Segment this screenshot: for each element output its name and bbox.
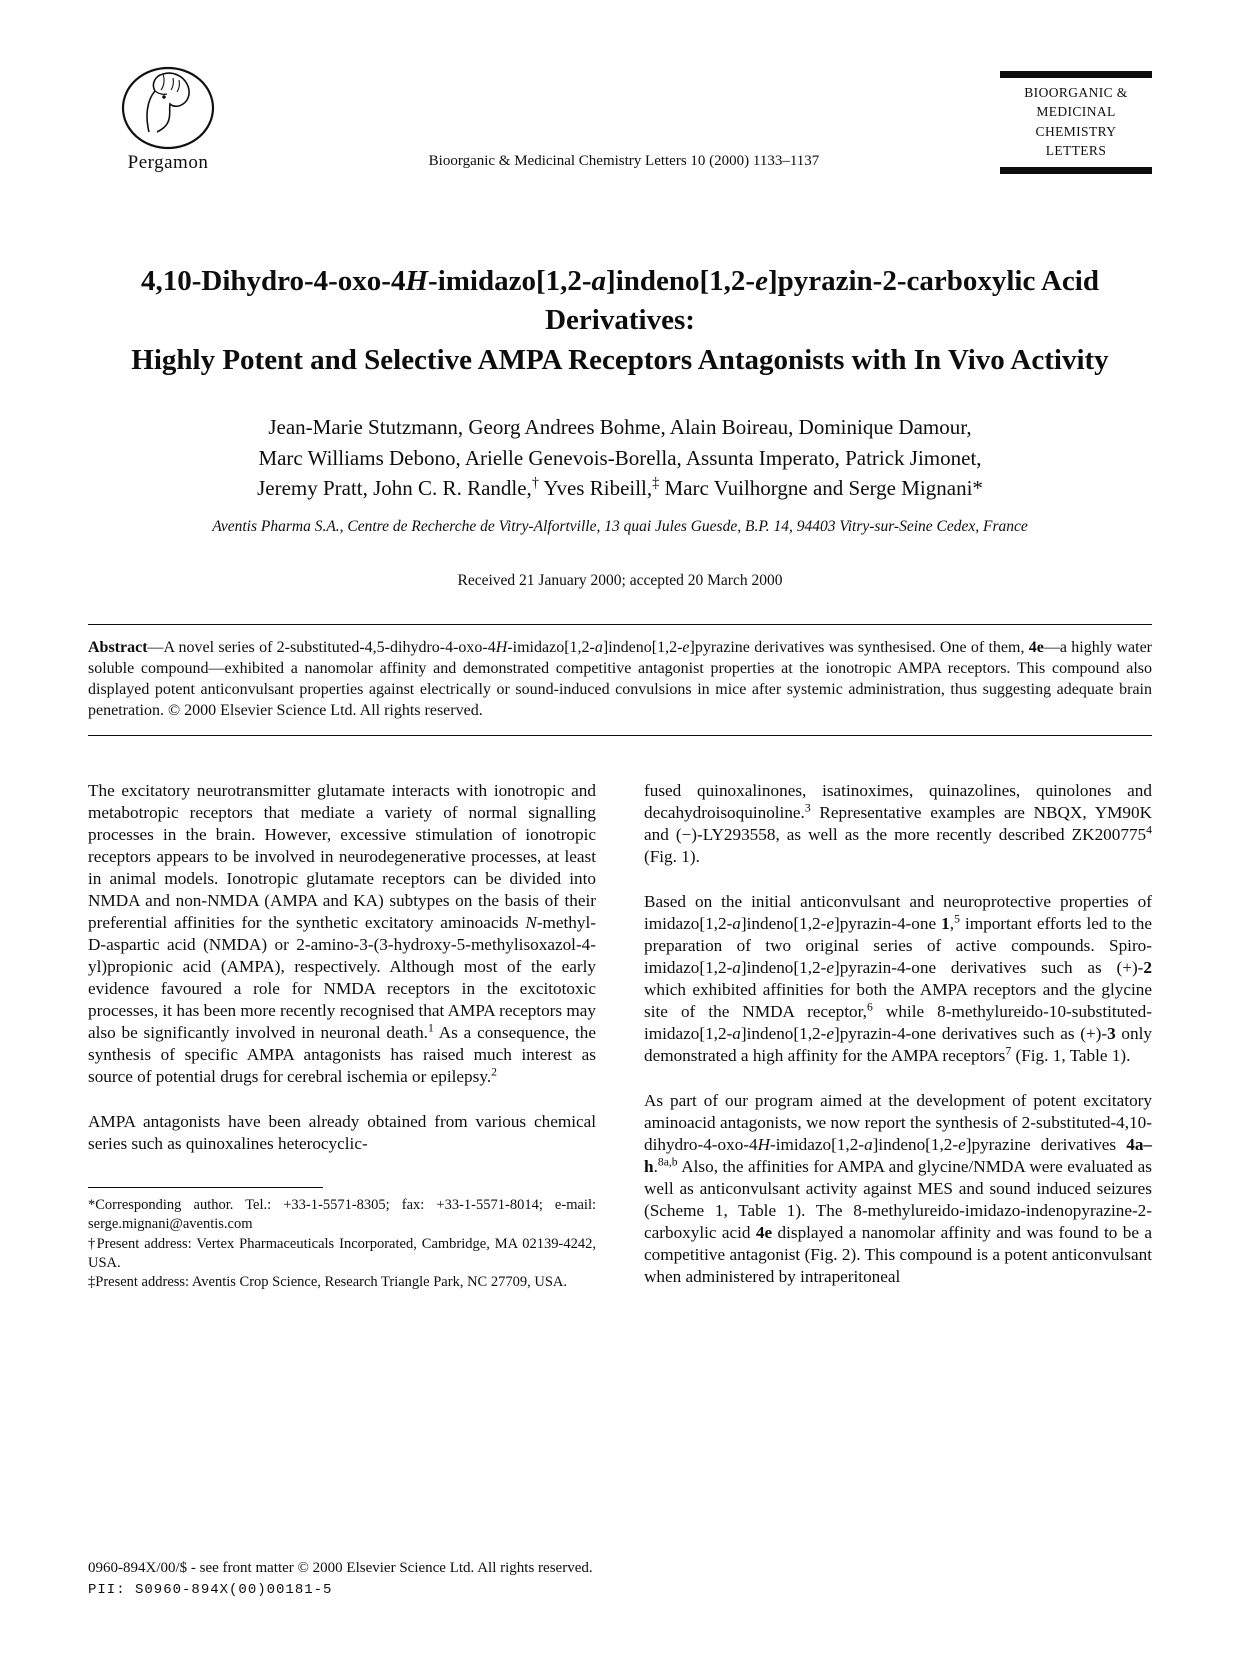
- journal-citation: Bioorganic & Medicinal Chemistry Letters 10 (2000) 1133–1137: [428, 153, 820, 169]
- journal-box-line: MEDICINAL: [1036, 104, 1116, 120]
- publisher-name: Pergamon: [127, 152, 209, 173]
- divider-rule-top: [88, 624, 1152, 625]
- affiliation: Aventis Pharma S.A., Centre de Recherche de Vitry-Alfortville, 13 quai Jules Guesde, B.P. 14, 94403 Vitry-sur-Seine Cedex, France: [212, 517, 1028, 535]
- journal-box-bar-bottom: [1000, 167, 1152, 174]
- paper-title: [128, 262, 1113, 380]
- footnote-present-address-2: ‡Present address: Aventis Crop Science, Research Triangle Park, NC 27709, USA.: [88, 1273, 567, 1290]
- paragraph: As part of our program aimed at the development of potent excitatory aminoacid antagonists, we now report the synthesis of 2-substituted-4,10-dihydro-4-oxo-4H-imidazo[1,2-a]indeno[1,2-e]pyrazine derivatives 4a–h.$^{8a,b}$ Also, the affinities for AMPA and glycine/NMDA were evaluated as well as anticonvulsant activity against MES and sound induced seizures (Scheme 1, Table 1). The 8-methylureido-imidazo-indenopyrazine-2-carboxylic acid 4e displayed a nanomolar affinity and was found to be a competitive antagonist (Fig. 2). This compound is a potent anticonvulsant when administered by intraperitoneal: [644, 1091, 1152, 1287]
- pii-line: PII: S0960-894X(00)00181-5: [88, 1582, 333, 1599]
- page-header: [88, 66, 1152, 174]
- pergamon-logo: [88, 66, 248, 174]
- journal-box-bar-top: [1000, 71, 1152, 78]
- author-list: [88, 412, 1152, 503]
- left-column: [88, 780, 596, 1311]
- abstract: Abstract—A novel series of 2-substituted-4,5-dihydro-4-oxo-4H-imidazo[1,2-a]indeno[1,2-e]pyrazine derivatives was synthesised. One of them, 4e—a highly water soluble compound—exhibited a nanomolar affinity and demonstrated competitive antagonist properties at the ionotropic AMPA receptors. This compound also displayed potent anticonvulsant properties against electrically or sound-induced convulsions in mice after systemic administration, thus suggesting adequate brain penetration. © 2000 Elsevier Science Ltd. All rights reserved.: [88, 638, 1152, 719]
- paragraph: fused quinoxalinones, isatinoximes, quinazolines, quinolones and decahydroisoquinoline.$^3$ Representative examples are NBQX, YM90K and (−)-LY293558, as well as the more recently described ZK200775$^4$ (Fig. 1).: [644, 781, 1152, 867]
- paragraph: Based on the initial anticonvulsant and neuroprotective properties of imidazo[1,2-a]indeno[1,2-e]pyrazin-4-one 1,$^5$ important efforts led to the preparation of two original series of active compounds. Spiro-imidazo[1,2-a]indeno[1,2-e]pyrazin-4-one derivatives such as (+)-2 which exhibited affinities for both the AMPA receptors and the glycine site of the NMDA receptor,$^6$ while 8-methylureido-10-substituted-imidazo[1,2-a]indeno[1,2-e]pyrazin-4-one derivatives such as (+)-3 only demonstrated a high affinity for the AMPA receptors$^7$ (Fig. 1, Table 1).: [644, 892, 1152, 1066]
- author-line: Jeremy Pratt, John C. R. Randle,† Yves Ribeill,‡ Marc Vuilhorgne and Serge Mignani*: [257, 475, 983, 501]
- paragraph: AMPA antagonists have been already obtained from various chemical series such as quinoxalines heterocyclic-: [88, 1112, 596, 1154]
- author-line: Marc Williams Debono, Arielle Genevois-Borella, Assunta Imperato, Patrick Jimonet,: [258, 445, 982, 470]
- body-columns: [88, 780, 1152, 1311]
- title-line-1: 4,10-Dihydro-4-oxo-4H-imidazo[1,2-a]indeno[1,2-e]pyrazin-2-carboxylic Acid Derivatives:: [140, 265, 1099, 337]
- paragraph: The excitatory neurotransmitter glutamate interacts with ionotropic and metabotropic receptors that mediate a variety of normal signalling processes in the brain. However, excessive stimulation of ionotropic receptors appears to be involved in neurodegenerative processes, at least in animal models. Ionotropic glutamate receptors can be divided into NMDA and non-NMDA (AMPA and KA) subtypes on the basis of their preferential affinities for the synthetic excitatory aminoacids N-methyl-D-aspartic acid (NMDA) or 2-amino-3-(3-hydroxy-5-methylisoxazol-4-yl)propionic acid (AMPA), respectively. Although most of the early evidence favoured a role for NMDA receptors in the excitotoxic processes, it has been more recently recognised that AMPA receptors may also be significantly involved in neuronal death.$^1$ As a consequence, the synthesis of specific AMPA antagonists has raised much interest as source of potential drugs for cerebral ischemia or epilepsy.$^2$: [88, 781, 596, 1087]
- journal-box-line: LETTERS: [1045, 143, 1107, 159]
- journal-box-line: BIOORGANIC &: [1024, 84, 1128, 100]
- divider-rule-bottom: [88, 735, 1152, 736]
- footnotes: [88, 1196, 596, 1292]
- journal-box-text: [1000, 78, 1152, 167]
- footnote-corresponding-author: *Corresponding author. Tel.: +33-1-5571-8305; fax: +33-1-5571-8014; e-mail: serge.mignani@aventis.com: [88, 1197, 596, 1233]
- journal-box-line: CHEMISTRY: [1035, 123, 1117, 139]
- footnote-divider: [88, 1187, 323, 1188]
- author-line: Jean-Marie Stutzmann, Georg Andrees Bohme, Alain Boireau, Dominique Damour,: [268, 415, 972, 440]
- page-footer: [88, 1557, 593, 1602]
- issn-copyright-line: 0960-894X/00/$ - see front matter © 2000 Elsevier Science Ltd. All rights reserved.: [88, 1560, 593, 1577]
- pergamon-logo-icon: [121, 66, 215, 150]
- title-line-2: Highly Potent and Selective AMPA Receptors Antagonists with In Vivo Activity: [131, 343, 1109, 376]
- right-column: [644, 780, 1152, 1311]
- received-dates: Received 21 January 2000; accepted 20 March 2000: [457, 571, 783, 589]
- footnote-present-address-1: †Present address: Vertex Pharmaceuticals Incorporated, Cambridge, MA 02139-4242, USA.: [88, 1235, 596, 1271]
- journal-name-box: [1000, 71, 1152, 174]
